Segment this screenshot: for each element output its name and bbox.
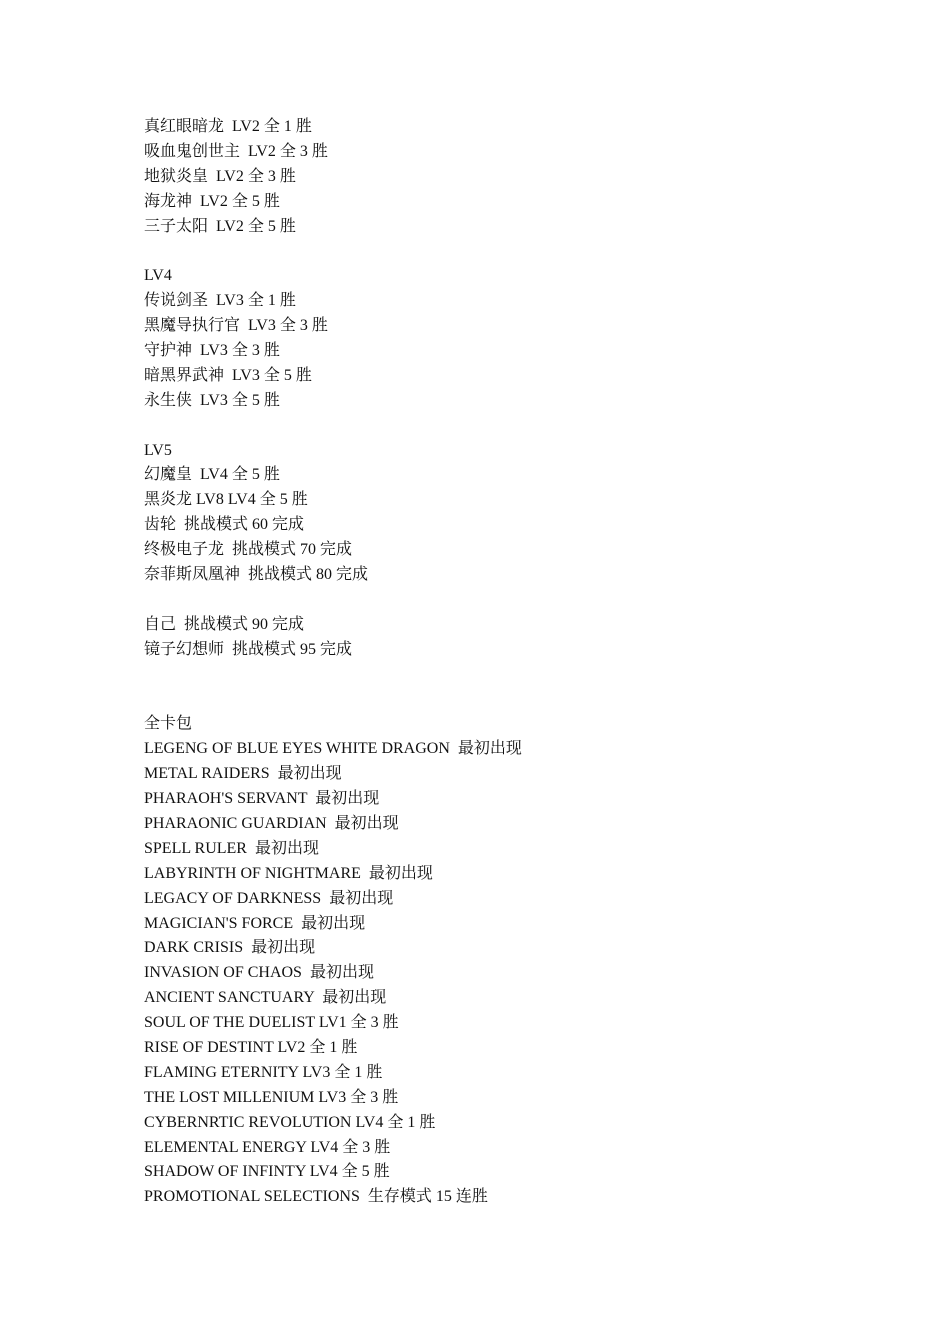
- text-line: 幻魔皇 LV4 全 5 胜: [144, 466, 280, 484]
- unlock-group-lv3: [144, 115, 844, 239]
- list-item: METAL RAIDERS 最初出现: [144, 765, 342, 783]
- unlock-group-lv5: [144, 439, 844, 588]
- text-line: 永生侠 LV3 全 5 胜: [144, 391, 280, 409]
- list-item: RISE OF DESTINT LV2 全 1 胜: [144, 1038, 358, 1056]
- list-item: LABYRINTH OF NIGHTMARE 最初出现: [144, 864, 433, 882]
- section-heading: LV4: [144, 267, 172, 285]
- text-line: 海龙神 LV2 全 5 胜: [144, 192, 280, 210]
- list-item: SOUL OF THE DUELIST LV1 全 3 胜: [144, 1014, 399, 1032]
- list-item: CYBERNRTIC REVOLUTION LV4 全 1 胜: [144, 1113, 436, 1131]
- list-item: ANCIENT SANCTUARY 最初出现: [144, 989, 387, 1007]
- list-item: LEGACY OF DARKNESS 最初出现: [144, 889, 394, 907]
- unlock-group-challenge: [144, 613, 844, 663]
- text-line: 吸血鬼创世主 LV2 全 3 胜: [144, 142, 328, 160]
- text-line: 终极电子龙 挑战模式 70 完成: [144, 541, 353, 559]
- blank-line: [144, 239, 844, 264]
- text-line: 传说剑圣 LV3 全 1 胜: [144, 292, 296, 310]
- list-item: SPELL RULER 最初出现: [144, 839, 319, 857]
- list-item: SHADOW OF INFINTY LV4 全 5 胜: [144, 1163, 390, 1181]
- list-item: ELEMENTAL ENERGY LV4 全 3 胜: [144, 1138, 391, 1156]
- text-line: 真红眼暗龙 LV2 全 1 胜: [144, 118, 312, 135]
- card-pack-list: [144, 712, 844, 1210]
- text-line: 地狱炎皇 LV2 全 3 胜: [144, 167, 296, 185]
- text-line: 自己 挑战模式 90 完成: [144, 615, 305, 633]
- section-heading: LV5: [144, 441, 172, 459]
- section-heading: 全卡包: [144, 715, 193, 733]
- text-line: 三子太阳 LV2 全 5 胜: [144, 217, 296, 235]
- text-line: 黑魔导执行官 LV3 全 3 胜: [144, 317, 328, 335]
- unlock-group-lv4: [144, 264, 844, 413]
- list-item: INVASION OF CHAOS 最初出现: [144, 964, 374, 982]
- text-line: 守护神 LV3 全 3 胜: [144, 342, 280, 360]
- text-line: 镜子幻想师 挑战模式 95 完成: [144, 640, 353, 658]
- document-body: [144, 115, 844, 1210]
- list-item: DARK CRISIS 最初出现: [144, 939, 316, 957]
- text-line: 暗黑界武神 LV3 全 5 胜: [144, 366, 312, 384]
- blank-line: [144, 414, 844, 439]
- blank-line: [144, 663, 844, 713]
- list-item: PROMOTIONAL SELECTIONS 生存模式 15 连胜: [144, 1188, 488, 1206]
- text-line: 黑炎龙 LV8 LV4 全 5 胜: [144, 491, 308, 509]
- blank-line: [144, 588, 844, 613]
- list-item: LEGENG OF BLUE EYES WHITE DRAGON 最初出现: [144, 740, 522, 758]
- list-item: MAGICIAN'S FORCE 最初出现: [144, 914, 366, 932]
- text-line: 奈菲斯凤凰神 挑战模式 80 完成: [144, 566, 369, 584]
- list-item: PHARAOH'S SERVANT 最初出现: [144, 790, 380, 808]
- list-item: PHARAONIC GUARDIAN 最初出现: [144, 814, 399, 832]
- list-item: FLAMING ETERNITY LV3 全 1 胜: [144, 1063, 383, 1081]
- list-item: THE LOST MILLENIUM LV3 全 3 胜: [144, 1088, 399, 1106]
- text-line: 齿轮 挑战模式 60 完成: [144, 516, 305, 534]
